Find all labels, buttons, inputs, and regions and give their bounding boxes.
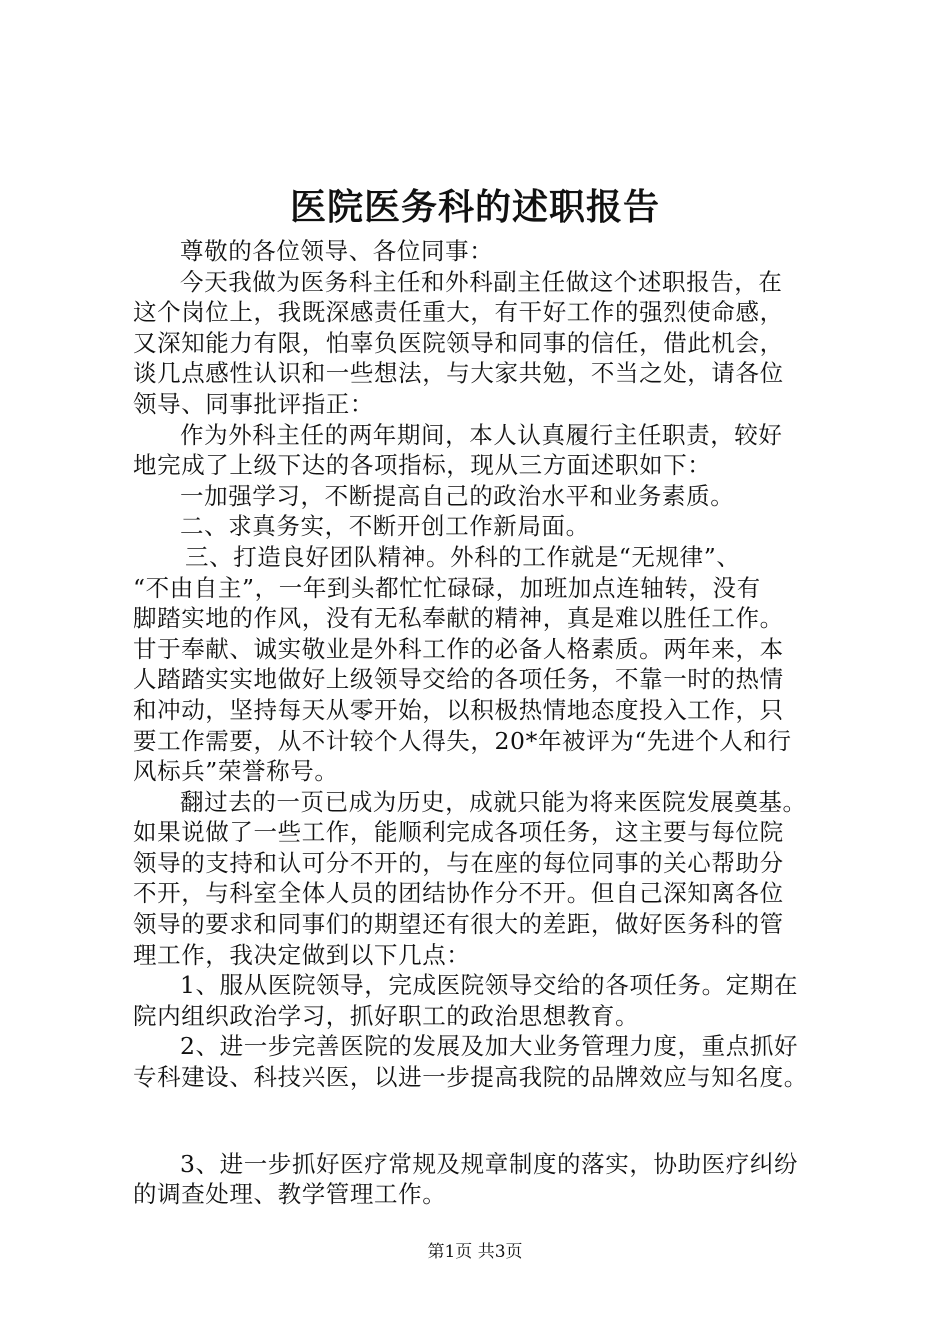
document-body: [133, 236, 833, 1210]
text-line: 尊敬的各位领导、各位同事：: [180, 237, 494, 265]
text-line: 二、求真务实，不断开创工作新局面。: [180, 512, 590, 541]
text-line: “不由自主”，一年到头都忙忙碌碌，加班加点连轴转，没有: [133, 573, 761, 602]
text-line: 要工作需要，从不计较个人得失，20*年被评为“先进个人和行: [133, 726, 792, 755]
text-line: 和冲动，坚持每天从零开始，以积极热情地态度投入工作，只: [133, 695, 784, 724]
text-line: 地完成了上级下达的各项指标，现从三方面述职如下：: [133, 451, 712, 480]
text-line: 三、打造良好团队精神。外科的工作就是“无规律”、: [185, 542, 741, 571]
text-line: 一加强学习，不断提高自己的政治水平和业务素质。: [180, 481, 735, 510]
text-line: 作为外科主任的两年期间，本人认真履行主任职责，较好: [180, 420, 783, 449]
text-line: 3、进一步抓好医疗常规及规章制度的落实，协助医疗纠纷: [180, 1149, 799, 1178]
text-line: 领导的要求和同事们的期望还有很大的差距，做好医务科的管: [133, 910, 784, 939]
document-title: 医院医务科的述职报告: [289, 186, 660, 228]
text-line: 翻过去的一页已成为历史，成就只能为将来医院发展奠基。: [180, 787, 807, 816]
text-line: 甘于奉献、诚实敬业是外科工作的必备人格素质。两年来，本: [133, 634, 784, 663]
text-line: 风标兵”荣誉称号。: [133, 757, 339, 786]
text-line: 1、服从医院领导，完成医院领导交给的各项任务。定期在: [180, 971, 799, 1000]
text-line: 谈几点感性认识和一些想法，与大家共勉，不当之处，请各位: [133, 359, 784, 388]
text-line: 不开，与科室全体人员的团结协作分不开。但自己深知离各位: [133, 879, 784, 908]
text-line: 2、进一步完善医院的发展及加大业务管理力度，重点抓好: [180, 1032, 799, 1061]
text-line: 如果说做了一些工作，能顺利完成各项任务，这主要与每位院: [133, 818, 784, 847]
page-footer: 第1页 共3页: [427, 1242, 523, 1262]
text-line: 这个岗位上，我既深感责任重大，有干好工作的强烈使命感，: [133, 298, 784, 327]
text-line: 今天我做为医务科主任和外科副主任做这个述职报告，在: [180, 267, 783, 296]
text-line: 专科建设、科技兴医，以进一步提高我院的品牌效应与知名度。: [133, 1063, 808, 1092]
text-line: 院内组织政治学习，抓好职工的政治思想教育。: [133, 1001, 640, 1030]
text-line: 的调查处理、教学管理工作。: [133, 1180, 447, 1209]
text-line: 人踏踏实实地做好上级领导交给的各项任务，不靠一时的热情: [133, 665, 784, 694]
text-line: 领导、同事批评指正：: [133, 389, 374, 418]
text-line: 理工作，我决定做到以下几点：: [133, 940, 471, 969]
text-line: 又深知能力有限，怕辜负医院领导和同事的信任，借此机会，: [133, 328, 784, 357]
paragraph-gap: [133, 1093, 833, 1149]
text-line: 领导的支持和认可分不开的，与在座的每位同事的关心帮助分: [133, 848, 784, 877]
text-line: 脚踏实地的作风，没有无私奉献的精神，真是难以胜任工作。: [133, 604, 784, 633]
